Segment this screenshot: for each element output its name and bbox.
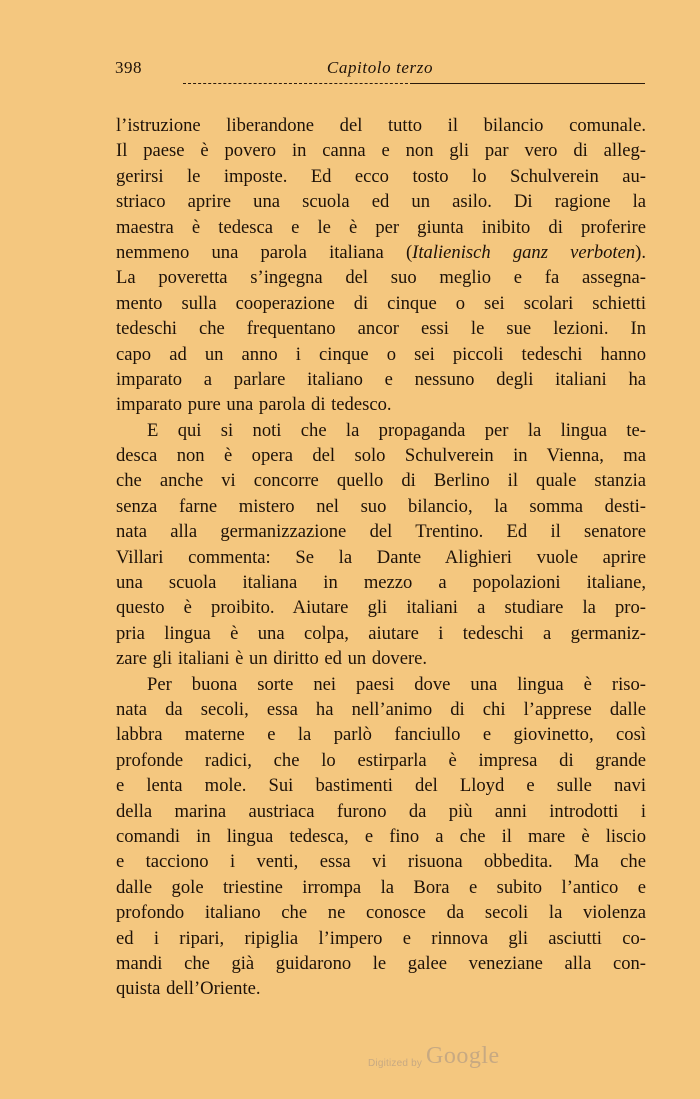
text-line: labbra materne e la parlò fanciullo e giovinetto, così bbox=[116, 724, 646, 746]
text-line: Il paese è povero in canna e non gli par vero di alleg- bbox=[116, 140, 646, 162]
text-line: dalle gole triestine irrompa la Bora e subito l’antico e bbox=[116, 876, 646, 898]
text-line: pria lingua è una colpa, aiutare i tedeschi a germaniz- bbox=[116, 622, 646, 644]
text-fragment: nemmeno una parola italiana ( bbox=[116, 241, 413, 263]
text-line: capo ad un anno i cinque o sei piccoli tedeschi hanno bbox=[116, 343, 646, 365]
text-line: Per buona sorte nei paesi dove una lingua è riso- bbox=[147, 673, 646, 695]
text-line: La poveretta s’ingegna del suo meglio e fa assegna- bbox=[116, 267, 646, 289]
running-head: Capitolo terzo bbox=[326, 58, 434, 77]
text-line: senza farne mistero nel suo bilancio, la somma desti- bbox=[116, 495, 646, 517]
page-header bbox=[115, 58, 645, 84]
text-line: e tacciono i venti, essa vi risuona obbedita. Ma che bbox=[116, 851, 646, 873]
text-line: mandi che già guidarono le galee veneziane alla con- bbox=[116, 952, 646, 974]
text-line: desca non è opera del solo Schulverein in Vienna, ma bbox=[116, 445, 646, 467]
text-line: profonde radici, che lo estirparla è impresa di grande bbox=[116, 749, 646, 771]
text-line-with-italic bbox=[116, 240, 646, 265]
text-line: l’istruzione liberandone del tutto il bilancio comunale. bbox=[116, 115, 646, 136]
text-line: che anche vi concorre quello di Berlino il quale stanzia bbox=[116, 470, 646, 492]
text-line: E qui si noti che la propaganda per la lingua te- bbox=[147, 419, 646, 441]
italic-phrase: Italienisch ganz verboten bbox=[412, 241, 636, 263]
text-line: imparato pure una parola di tedesco. bbox=[116, 394, 392, 416]
text-line: profondo italiano che ne conosce da secoli la violenza bbox=[116, 902, 646, 924]
text-line: maestra è tedesca e le è per giunta inibito di proferire bbox=[116, 216, 646, 238]
text-line: gerirsi le imposte. Ed ecco tosto lo Schulverein au- bbox=[116, 165, 646, 187]
page-number: 398 bbox=[115, 58, 142, 77]
text-line: nata alla germanizzazione del Trentino. Ed il senatore bbox=[116, 521, 646, 543]
text-line: questo è proibito. Aiutare gli italiani a studiare la pro- bbox=[116, 597, 646, 619]
digitized-by-label: Digitized by bbox=[368, 1058, 423, 1069]
text-line: striaco aprire una scuola ed un asilo. Di ragione la bbox=[116, 191, 646, 213]
text-line: quista dell’Oriente. bbox=[116, 978, 261, 1000]
text-fragment: ). bbox=[635, 241, 646, 263]
text-line: nata da secoli, essa ha nell’animo di chi l’apprese dalle bbox=[116, 698, 646, 720]
text-line: della marina austriaca furono da più anni introdotti i bbox=[116, 800, 646, 822]
text-line: e lenta mole. Sui bastimenti del Lloyd e sulle navi bbox=[116, 775, 646, 797]
text-line: zare gli italiani è un diritto ed un dovere. bbox=[116, 648, 428, 670]
header-rule-dashed-part bbox=[183, 83, 413, 84]
text-line: imparato a parlare italiano e nessuno degli italiani ha bbox=[116, 368, 646, 390]
text-line: tedeschi che frequentano ancor essi le sue lezioni. In bbox=[116, 318, 646, 340]
text-line: ed i ripari, ripiglia l’impero e rinnova gli asciutti co- bbox=[116, 927, 646, 949]
text-line: comandi in lingua tedesca, e fino a che il mare è liscio bbox=[116, 825, 646, 847]
text-line: mento sulla cooperazione di cinque o sei scolari schietti bbox=[116, 292, 646, 314]
text-line: una scuola italiana in mezzo a popolazioni italiane, bbox=[116, 572, 646, 594]
text-line: Villari commenta: Se la Dante Alighieri vuole aprire bbox=[116, 546, 646, 568]
google-logo-text: Google bbox=[426, 1043, 500, 1069]
body-text bbox=[116, 113, 646, 1002]
digitization-watermark bbox=[368, 1043, 528, 1073]
